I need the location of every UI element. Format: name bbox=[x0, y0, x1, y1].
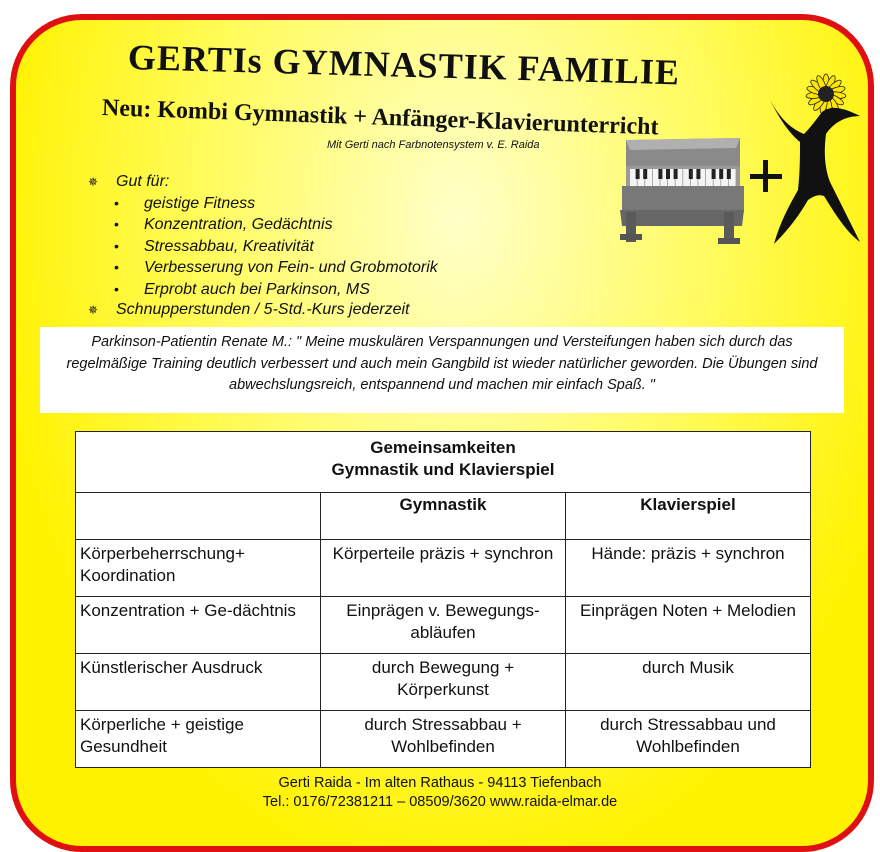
table-cell: durch Bewegung + Körperkunst bbox=[321, 654, 566, 711]
piano-black-key bbox=[636, 169, 640, 179]
table-cell: Körperteile präzis + synchron bbox=[321, 540, 566, 597]
benefits-list bbox=[88, 172, 438, 321]
table-cell: Künstlerischer Ausdruck bbox=[76, 654, 321, 711]
comparison-table bbox=[75, 431, 811, 768]
footer-contact: Tel.: 0176/72381211 – 08509/3620 www.raida-elmar.de bbox=[262, 794, 618, 810]
table-header-row bbox=[76, 493, 811, 540]
column-header-gymnastik: Gymnastik bbox=[321, 493, 566, 540]
offer-text: Schnupperstunden / 5-Std.-Kurs jederzeit bbox=[116, 301, 410, 318]
benefit-text: Verbesserung von Fein- und Grobmotorik bbox=[144, 259, 438, 276]
poster-subtitle: Neu: Kombi Gymnastik + Anfänger-Klavierunterricht bbox=[101, 95, 659, 141]
table-cell: durch Stressabbau + Wohlbefinden bbox=[321, 711, 566, 768]
list-item bbox=[88, 257, 438, 279]
benefit-text: Erprobt auch bei Parkinson, MS bbox=[144, 280, 370, 298]
testimonial-quote: Parkinson-Patientin Renate M.: " Meine muskulären Verspannungen und Versteifungen haben sich durch das regelmäßige Training deutlich verbessert und auch mein Gangbild ist wieder natürlicher geworden. Die Übungen sind abwechslungsreich, entspannend und machen mir einfach Spaß. " bbox=[40, 327, 844, 413]
piano-black-key bbox=[689, 169, 693, 179]
piano-black-key bbox=[666, 169, 670, 179]
bullet-icon: • bbox=[114, 216, 119, 232]
table-row bbox=[76, 711, 811, 768]
piano-black-key bbox=[727, 169, 731, 179]
piano-black-key bbox=[643, 169, 647, 179]
benefits-heading-row bbox=[88, 172, 438, 193]
table-caption bbox=[76, 432, 811, 493]
column-header-klavierspiel: Klavierspiel bbox=[566, 493, 811, 540]
table-caption-line1: Gemeinsamkeiten bbox=[370, 438, 516, 457]
poster-title: GERTIs GYMNASTIK FAMILIE bbox=[127, 37, 681, 93]
bullet-icon: • bbox=[114, 280, 119, 297]
benefits-heading: Gut für: bbox=[116, 173, 170, 190]
table-cell: Konzentration + Ge-dächtnis bbox=[76, 597, 321, 654]
column-header-empty bbox=[76, 493, 321, 540]
table-cell: Körperbeherrschung+ Koordination bbox=[76, 540, 321, 597]
piano-black-key bbox=[696, 169, 700, 179]
table-cell: durch Musik bbox=[566, 654, 811, 711]
table-cell: Hände: präzis + synchron bbox=[566, 540, 811, 597]
bullet-icon: • bbox=[114, 194, 119, 211]
table-row bbox=[76, 540, 811, 597]
byline: Mit Gerti nach Farbnotensystem v. E. Raida bbox=[327, 139, 540, 151]
snowflake-bullet-icon: ✵ bbox=[88, 175, 99, 189]
list-item bbox=[88, 279, 438, 301]
piano-black-key bbox=[719, 169, 723, 179]
list-item bbox=[88, 214, 438, 236]
bullet-icon: • bbox=[114, 237, 119, 254]
table-cell: Einprägen Noten + Melodien bbox=[566, 597, 811, 654]
table-caption-line2: Gymnastik und Klavierspiel bbox=[331, 460, 555, 479]
table-row bbox=[76, 597, 811, 654]
piano-icon bbox=[612, 136, 748, 246]
piano-black-key bbox=[712, 169, 716, 179]
jumping-figure-icon bbox=[760, 72, 870, 246]
table-cell: Körperliche + geistige Gesundheit bbox=[76, 711, 321, 768]
piano-black-key bbox=[674, 169, 678, 179]
table-cell: Einprägen v. Bewegungs-abläufen bbox=[321, 597, 566, 654]
contact-footer bbox=[0, 774, 880, 812]
table-row bbox=[76, 654, 811, 711]
sunflower-icon bbox=[806, 74, 846, 114]
table-cell: durch Stressabbau und Wohlbefinden bbox=[566, 711, 811, 768]
table-caption-row bbox=[76, 432, 811, 493]
bullet-icon: • bbox=[114, 259, 119, 275]
snowflake-bullet-icon: ✵ bbox=[88, 303, 99, 317]
list-item bbox=[88, 193, 438, 215]
list-item bbox=[88, 236, 438, 258]
benefit-text: Konzentration, Gedächtnis bbox=[144, 216, 333, 233]
benefit-text: geistige Fitness bbox=[144, 194, 256, 212]
offer-row bbox=[88, 300, 438, 321]
benefit-text: Stressabbau, Kreativität bbox=[144, 237, 314, 255]
footer-address: Gerti Raida - Im alten Rathaus - 94113 Tiefenbach bbox=[278, 775, 602, 791]
piano-black-key bbox=[658, 169, 662, 179]
